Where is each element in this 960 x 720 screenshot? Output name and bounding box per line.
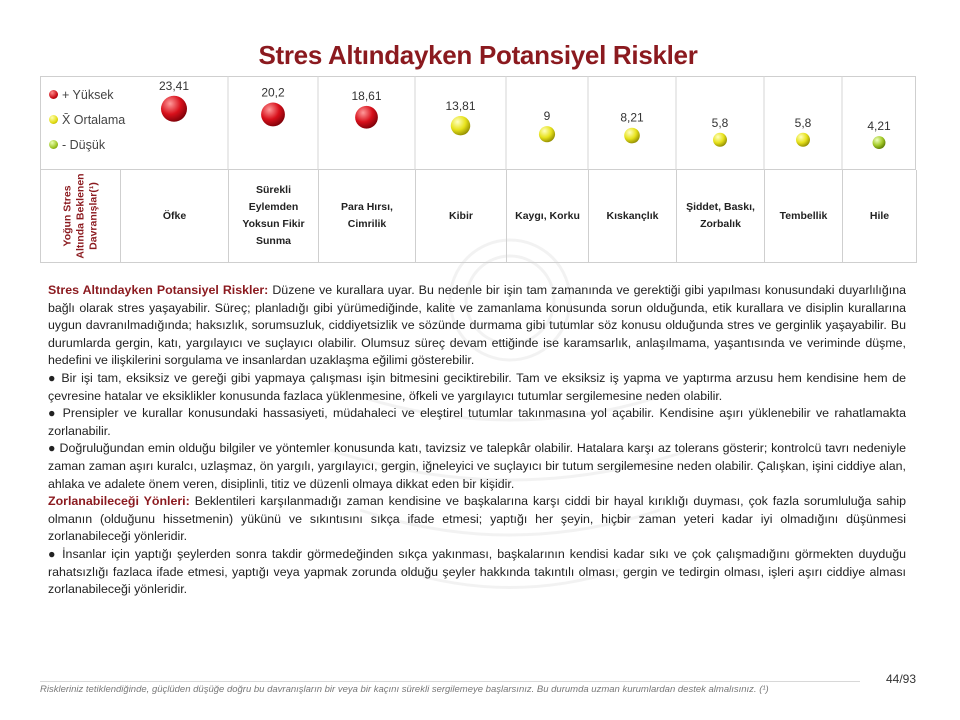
data-label: 5,8: [711, 115, 729, 130]
category-label: Öfke: [121, 170, 229, 262]
category-label: Kaygı, Korku: [507, 170, 589, 262]
category-label: Kibir: [416, 170, 507, 262]
paragraph-text: Beklentileri karşılanmadığı zaman kendisine ve başkalarına karşı ciddi bir hayal kırıklığı duyması, çok fazla sorumluluğa sahip olmanın (olduğunu hissetmenin) yükünü ve sıkıntısını sıkça ifade etmesi; yaptığı her şeyin, hiçbir zaman yeteri kadar iyi olmadığını düşünmesi zorlanabileceği yönleridir.: [48, 494, 906, 544]
paragraph-text: Düzene ve kurallara uyar. Bu nedenle bir işin tam zamanında ve gerektiği gibi yapılması konusundaki duyarlılığına bağlı olarak stres yaşayabilir. Süreç; planladığı gibi yürümediğinde, kalite ve zamanlama konusunda sorun olduğunda, etik kurallara ve disiplin kurallarına uygun davranılmadığında; haksızlık, sorumsuzluk, ciddiyetsizlik ve sözünde durmama gibi tutumlar söz konusu olduğunda stres ve gerginlik yaşayabilir. Bu durumlarda gergin, katı, yargılayıcı ve suçlayıcı olabilir. Olumsuz süreç devam ettiğinde ise karamsarlık, anlaşılmama, yaşantısında ve veriminde düşme, hedefini ve ilişkilerini sorgulama ve insanlardan uzaklaşma eğilimi gösterebilir.: [48, 283, 906, 368]
bullet-paragraph: ● İnsanlar için yaptığı şeylerden sonra takdir görmedeğinden sıkça yakınması, başkalarının kendisi kadar sıkı ve çok çalışmadığını görmekten duyduğu rahatsızlığı fazlaca ifade etmesi, yaptığı veya yapmak zorunda olduğu şeyler hakkında takıntılı olması, gergin ve tedirgin olması, işleri aşırı ciddiye alması zorlanabileceği yönleridir.: [48, 546, 906, 597]
data-label: 9: [543, 109, 551, 124]
row-header: [41, 170, 121, 262]
category-label: Sürekli Eylemden Yoksun Fikir Sunma: [229, 170, 319, 262]
description-text: [48, 282, 906, 599]
data-label: 13,81: [445, 98, 476, 113]
data-label: 8,21: [620, 110, 644, 125]
paragraph-risks: [48, 282, 906, 370]
bullet-paragraph: ● Prensipler ve kurallar konusundaki hassasiyeti, müdahaleci ve eleştirel tutumlar takınmasına yol açabilir. Kendisine aşırı yüklenebilir ve rahatlamakta zorlanabilir.: [48, 406, 906, 438]
data-point: [261, 103, 285, 127]
legend-item-mid: [49, 107, 125, 132]
data-point: [161, 96, 187, 122]
paragraph-challenges: [48, 493, 906, 546]
data-label: 23,41: [158, 78, 190, 93]
bubble-chart: [40, 76, 916, 170]
category-label: Kıskançlık: [589, 170, 677, 262]
data-label: 20,2: [261, 85, 285, 100]
legend-label-mid: X̄ Ortalama: [62, 112, 126, 127]
legend-item-low: [49, 132, 125, 157]
legend-item-high: [49, 82, 125, 107]
legend-label-high: + Yüksek: [62, 87, 114, 102]
dot-icon-green: [49, 140, 58, 149]
data-label: 18,61: [351, 88, 382, 103]
category-label: Hile: [843, 170, 917, 262]
data-point: [539, 126, 555, 142]
category-table: [40, 170, 917, 263]
dot-icon-yellow: [49, 115, 58, 124]
legend-label-low: - Düşük: [62, 137, 106, 152]
data-point: [713, 133, 727, 147]
data-point: [624, 128, 640, 144]
data-point: [451, 116, 470, 135]
data-point: [796, 133, 810, 147]
category-label: Şiddet, Baskı, Zorbalık: [677, 170, 765, 262]
paragraph-lead: Zorlanabileceği Yönleri:: [48, 494, 190, 509]
dot-icon-red: [49, 90, 58, 99]
data-point: [355, 106, 378, 129]
paragraph-lead: Stres Altındayken Potansiyel Riskler:: [48, 283, 269, 297]
footer-divider: [40, 681, 860, 682]
page-number: 44/93: [885, 672, 916, 686]
bullet-paragraph: ● Doğruluğundan emin olduğu bilgiler ve yöntemler konusunda katı, tavizsiz ve talepkâr olabilir. Hatalara karşı az tolerans gösterir; kontrolcü tavrı nedeniyle zaman zaman aşırı kuralcı, uzlaşmaz, ön yargılı, yargılayıcı, gergin, iğneleyici ve suçlayıcı bir tutum sergilemesine neden olabilir. Çalışkan, işini ciddiye alan, ahlaka ve adalete önem veren, disiplinli, titiz ve düzenli olmaya dikkat eden bir kişidir.: [48, 441, 906, 491]
data-point: [873, 136, 886, 149]
data-label: 4,21: [867, 119, 891, 134]
bullet-paragraph: ● Bir işi tam, eksiksiz ve gereği gibi yapmaya çalışması işin bitmesini geciktirebilir. Tam ve eksiksiz iş yapma ve yaptırma arzusu hem kendisine hem de çevresine hatalar ve eksiklikler konusunda fazlaca yüklenmesine, öfkeli ve yargılayıcı tutumlar sergilemesine neden olabilir.: [48, 370, 906, 403]
row-header-label: Yoğun Stres Altında Beklenen Davranışlar(¹): [61, 173, 100, 259]
footer-note: Riskleriniz tetiklendiğinde, güçlüden düşüğe doğru bu davranışların bir veya bir kaçını sürekli sergilemeye başlarsınız. Bu durumda uzman kurumlardan destek almalısınız. (¹): [40, 684, 769, 695]
chart-legend: [49, 82, 125, 157]
page-title: Stres Altındayken Potansiyel Riskler: [258, 40, 698, 70]
category-label: Tembellik: [765, 170, 843, 262]
chart-plot-area: [40, 76, 916, 170]
category-label: Para Hırsı, Cimrilik: [319, 170, 416, 262]
data-label: 5,8: [794, 115, 812, 130]
